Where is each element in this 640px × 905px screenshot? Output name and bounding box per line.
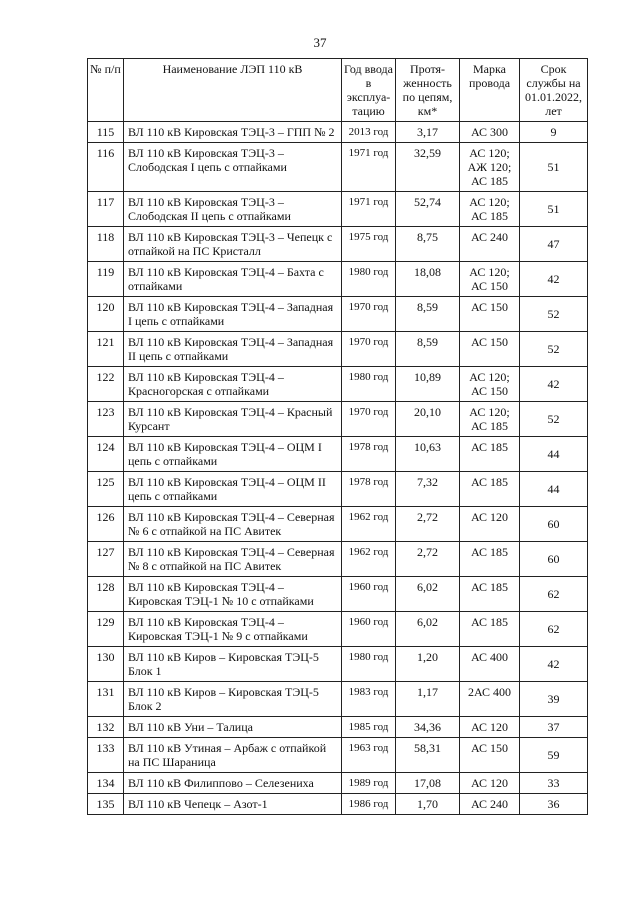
line-name-cell: ВЛ 110 кВ Киров – Кировская ТЭЦ-5 Блок 1 (124, 647, 342, 682)
header-length: Протя-женность по цепям, км* (396, 59, 460, 122)
length-cell: 6,02 (396, 577, 460, 612)
header-wire: Марка провода (460, 59, 520, 122)
service-life-cell: 52 (520, 297, 588, 332)
table-row (88, 773, 588, 794)
line-name-cell: ВЛ 110 кВ Кировская ТЭЦ-4 – ОЦМ I цепь с отпайками (124, 437, 342, 472)
commissioning-year-cell: 1962 год (342, 542, 396, 577)
line-name-cell: ВЛ 110 кВ Кировская ТЭЦ-4 – ОЦМ II цепь с отпайками (124, 472, 342, 507)
line-name-cell: ВЛ 110 кВ Кировская ТЭЦ-3 – ГПП № 2 (124, 122, 342, 143)
length-cell: 8,59 (396, 297, 460, 332)
wire-grade-cell: АС 400 (460, 647, 520, 682)
row-number-cell: 125 (88, 472, 124, 507)
wire-grade-cell: АС 185 (460, 437, 520, 472)
row-number-cell: 119 (88, 262, 124, 297)
commissioning-year-cell: 1971 год (342, 192, 396, 227)
length-cell: 34,36 (396, 717, 460, 738)
wire-grade-cell: АС 185 (460, 612, 520, 647)
commissioning-year-cell: 1960 год (342, 612, 396, 647)
commissioning-year-cell: 1970 год (342, 332, 396, 367)
row-number-cell: 132 (88, 717, 124, 738)
service-life-cell: 33 (520, 773, 588, 794)
table-row (88, 262, 588, 297)
table-row (88, 367, 588, 402)
length-cell: 2,72 (396, 542, 460, 577)
wire-grade-cell: АС 185 (460, 542, 520, 577)
table-row (88, 192, 588, 227)
commissioning-year-cell: 1970 год (342, 402, 396, 437)
service-life-cell: 42 (520, 262, 588, 297)
line-name-cell: ВЛ 110 кВ Кировская ТЭЦ-4 – Северная № 6 с отпайкой на ПС Авитек (124, 507, 342, 542)
line-name-cell: ВЛ 110 кВ Кировская ТЭЦ-4 – Северная № 8 с отпайкой на ПС Авитек (124, 542, 342, 577)
row-number-cell: 131 (88, 682, 124, 717)
table-row (88, 437, 588, 472)
table-row (88, 402, 588, 437)
commissioning-year-cell: 1962 год (342, 507, 396, 542)
table-row (88, 647, 588, 682)
wire-grade-cell: АС 300 (460, 122, 520, 143)
row-number-cell: 117 (88, 192, 124, 227)
commissioning-year-cell: 1963 год (342, 738, 396, 773)
service-life-cell: 44 (520, 472, 588, 507)
service-life-cell: 47 (520, 227, 588, 262)
service-life-cell: 52 (520, 332, 588, 367)
commissioning-year-cell: 1985 год (342, 717, 396, 738)
length-cell: 2,72 (396, 507, 460, 542)
length-cell: 52,74 (396, 192, 460, 227)
header-num: № п/п (88, 59, 124, 122)
line-name-cell: ВЛ 110 кВ Кировская ТЭЦ-4 – Западная II цепь с отпайками (124, 332, 342, 367)
wire-grade-cell: АС 120 (460, 717, 520, 738)
length-cell: 10,89 (396, 367, 460, 402)
service-life-cell: 60 (520, 542, 588, 577)
wire-grade-cell: АС 120; АС 185 (460, 402, 520, 437)
line-name-cell: ВЛ 110 кВ Кировская ТЭЦ-4 – Красногорская с отпайками (124, 367, 342, 402)
commissioning-year-cell: 2013 год (342, 122, 396, 143)
table-body (88, 122, 588, 815)
wire-grade-cell: АС 120; АЖ 120; АС 185 (460, 143, 520, 192)
service-life-cell: 36 (520, 794, 588, 815)
table-row (88, 472, 588, 507)
row-number-cell: 135 (88, 794, 124, 815)
wire-grade-cell: АС 150 (460, 297, 520, 332)
table-row (88, 612, 588, 647)
wire-grade-cell: АС 150 (460, 332, 520, 367)
header-year: Год ввода в эксплуа-тацию (342, 59, 396, 122)
table-row (88, 332, 588, 367)
commissioning-year-cell: 1971 год (342, 143, 396, 192)
page-number: 37 (313, 35, 327, 50)
power-lines-table (87, 58, 588, 815)
commissioning-year-cell: 1978 год (342, 437, 396, 472)
line-name-cell: ВЛ 110 кВ Кировская ТЭЦ-3 – Слободская II цепь с отпайками (124, 192, 342, 227)
row-number-cell: 130 (88, 647, 124, 682)
table-row (88, 227, 588, 262)
table-row (88, 507, 588, 542)
length-cell: 32,59 (396, 143, 460, 192)
line-name-cell: ВЛ 110 кВ Уни – Талица (124, 717, 342, 738)
wire-grade-cell: АС 120 (460, 507, 520, 542)
length-cell: 17,08 (396, 773, 460, 794)
length-cell: 58,31 (396, 738, 460, 773)
header-name: Наименование ЛЭП 110 кВ (124, 59, 342, 122)
row-number-cell: 120 (88, 297, 124, 332)
service-life-cell: 9 (520, 122, 588, 143)
service-life-cell: 42 (520, 647, 588, 682)
line-name-cell: ВЛ 110 кВ Кировская ТЭЦ-4 – Западная I цепь с отпайками (124, 297, 342, 332)
length-cell: 1,17 (396, 682, 460, 717)
commissioning-year-cell: 1960 год (342, 577, 396, 612)
service-life-cell: 52 (520, 402, 588, 437)
table-row (88, 717, 588, 738)
table-row (88, 682, 588, 717)
table-row (88, 794, 588, 815)
row-number-cell: 118 (88, 227, 124, 262)
row-number-cell: 122 (88, 367, 124, 402)
wire-grade-cell: АС 240 (460, 794, 520, 815)
length-cell: 3,17 (396, 122, 460, 143)
row-number-cell: 123 (88, 402, 124, 437)
row-number-cell: 128 (88, 577, 124, 612)
commissioning-year-cell: 1978 год (342, 472, 396, 507)
line-name-cell: ВЛ 110 кВ Кировская ТЭЦ-4 – Бахта с отпайками (124, 262, 342, 297)
row-number-cell: 115 (88, 122, 124, 143)
wire-grade-cell: АС 120; АС 185 (460, 192, 520, 227)
line-name-cell: ВЛ 110 кВ Кировская ТЭЦ-4 – Кировская ТЭЦ-1 № 10 с отпайками (124, 577, 342, 612)
commissioning-year-cell: 1980 год (342, 367, 396, 402)
commissioning-year-cell: 1970 год (342, 297, 396, 332)
table-row (88, 577, 588, 612)
commissioning-year-cell: 1989 год (342, 773, 396, 794)
line-name-cell: ВЛ 110 кВ Филиппово – Селезениха (124, 773, 342, 794)
table-header-row (88, 59, 588, 122)
table-row (88, 297, 588, 332)
service-life-cell: 44 (520, 437, 588, 472)
row-number-cell: 133 (88, 738, 124, 773)
row-number-cell: 116 (88, 143, 124, 192)
service-life-cell: 51 (520, 192, 588, 227)
row-number-cell: 129 (88, 612, 124, 647)
service-life-cell: 42 (520, 367, 588, 402)
wire-grade-cell: АС 120 (460, 773, 520, 794)
service-life-cell: 59 (520, 738, 588, 773)
wire-grade-cell: АС 185 (460, 472, 520, 507)
length-cell: 6,02 (396, 612, 460, 647)
row-number-cell: 124 (88, 437, 124, 472)
wire-grade-cell: АС 185 (460, 577, 520, 612)
commissioning-year-cell: 1975 год (342, 227, 396, 262)
commissioning-year-cell: 1980 год (342, 262, 396, 297)
service-life-cell: 37 (520, 717, 588, 738)
length-cell: 20,10 (396, 402, 460, 437)
wire-grade-cell: АС 120; АС 150 (460, 262, 520, 297)
length-cell: 7,32 (396, 472, 460, 507)
line-name-cell: ВЛ 110 кВ Киров – Кировская ТЭЦ-5 Блок 2 (124, 682, 342, 717)
length-cell: 8,59 (396, 332, 460, 367)
line-name-cell: ВЛ 110 кВ Кировская ТЭЦ-3 – Чепецк с отпайкой на ПС Кристалл (124, 227, 342, 262)
length-cell: 8,75 (396, 227, 460, 262)
wire-grade-cell: АС 150 (460, 738, 520, 773)
wire-grade-cell: АС 240 (460, 227, 520, 262)
commissioning-year-cell: 1983 год (342, 682, 396, 717)
row-number-cell: 126 (88, 507, 124, 542)
row-number-cell: 121 (88, 332, 124, 367)
commissioning-year-cell: 1980 год (342, 647, 396, 682)
line-name-cell: ВЛ 110 кВ Утиная – Арбаж с отпайкой на ПС Шараница (124, 738, 342, 773)
row-number-cell: 134 (88, 773, 124, 794)
service-life-cell: 51 (520, 143, 588, 192)
line-name-cell: ВЛ 110 кВ Чепецк – Азот-1 (124, 794, 342, 815)
commissioning-year-cell: 1986 год (342, 794, 396, 815)
line-name-cell: ВЛ 110 кВ Кировская ТЭЦ-4 – Красный Курсант (124, 402, 342, 437)
service-life-cell: 39 (520, 682, 588, 717)
length-cell: 10,63 (396, 437, 460, 472)
wire-grade-cell: АС 120; АС 150 (460, 367, 520, 402)
line-name-cell: ВЛ 110 кВ Кировская ТЭЦ-3 – Слободская I цепь с отпайками (124, 143, 342, 192)
length-cell: 1,70 (396, 794, 460, 815)
service-life-cell: 62 (520, 577, 588, 612)
table-row (88, 122, 588, 143)
table-row (88, 542, 588, 577)
wire-grade-cell: 2АС 400 (460, 682, 520, 717)
length-cell: 1,20 (396, 647, 460, 682)
table-row (88, 143, 588, 192)
service-life-cell: 62 (520, 612, 588, 647)
line-name-cell: ВЛ 110 кВ Кировская ТЭЦ-4 – Кировская ТЭЦ-1 № 9 с отпайками (124, 612, 342, 647)
row-number-cell: 127 (88, 542, 124, 577)
service-life-cell: 60 (520, 507, 588, 542)
length-cell: 18,08 (396, 262, 460, 297)
header-life: Срок службы на 01.01.2022, лет (520, 59, 588, 122)
table-row (88, 738, 588, 773)
